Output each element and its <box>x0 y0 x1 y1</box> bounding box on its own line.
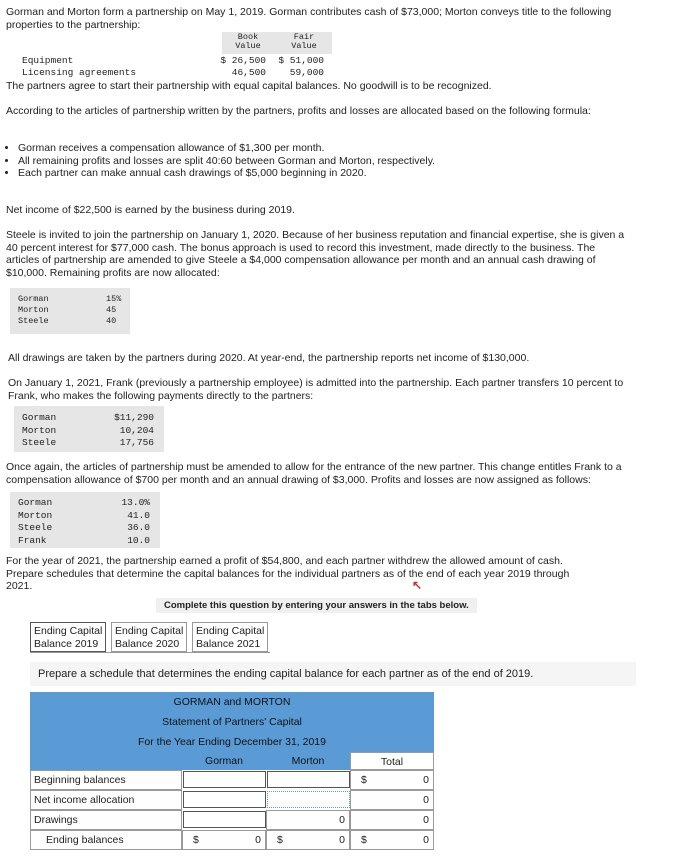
tab-label: Ending Capital <box>115 625 184 637</box>
partner-name: Steele <box>22 437 57 448</box>
column-header-gorman: Gorman <box>182 752 266 770</box>
tab-ending-capital-2020[interactable] <box>111 622 187 652</box>
steele-paragraph <box>6 229 674 279</box>
intro-line-1: Gorman and Morton form a partnership on May 1, 2019. Gorman contributes cash of $73,000; Morton conveys title to the following <box>6 6 612 18</box>
partner-name: Gorman <box>18 294 49 304</box>
column-header-blank <box>30 752 182 770</box>
property-fair-value: 59,000 <box>289 67 324 78</box>
frank-line: On January 1, 2021, Frank (previously a partnership employee) is admitted into the partnership. Each partner transfers 10 percent to <box>8 377 624 389</box>
frank-paragraph <box>8 377 674 402</box>
question-prompt: Prepare a schedule that determines the ending capital balance for each partner as of the end of 2019. <box>30 662 636 686</box>
steele-line: $10,000. Remaining profits are now allocated: <box>6 266 220 279</box>
total-ending-cell <box>350 830 434 850</box>
tab-label: Ending Capital <box>196 625 265 637</box>
year-2021-line: 2021. <box>6 580 33 592</box>
payment-amount: 10,204 <box>119 424 154 436</box>
partner-name: Steele <box>18 316 49 326</box>
payment-amount: 17,756 <box>119 437 154 448</box>
column-header-morton: Morton <box>266 752 350 770</box>
tab-label: Balance 2021 <box>196 637 261 650</box>
payments-names <box>22 412 56 450</box>
property-row-licensing <box>22 67 136 80</box>
partner-pct: 41.0 <box>127 509 150 521</box>
row-label-ending: Ending balances <box>30 830 182 850</box>
year-2021-line: For the year of 2021, the partnership earned a profit of $54,800, and each partner withdrew the allowed amount of cash. <box>6 555 563 567</box>
total-drawings-value: 0 <box>350 810 434 830</box>
steele-line: articles of partnership are amended to give Steele a $4,000 compensation allowance per month and an annual cash drawing of <box>6 254 596 266</box>
total-beginning-value: 0 <box>423 774 429 786</box>
partner-pct: 13.0% <box>121 497 150 508</box>
property-label: Licensing agreements <box>22 67 137 78</box>
row-label-drawings: Drawings <box>30 810 182 830</box>
total-beginning-cell <box>350 770 434 790</box>
book-value-header <box>228 32 268 52</box>
total-net-income-value: 0 <box>350 790 434 810</box>
fair-value-header <box>284 32 324 52</box>
tab-label: Balance 2020 <box>115 637 180 650</box>
instruction-banner: Complete this question by entering your answers in the tabs below. <box>156 598 477 613</box>
dollar-sign: $ <box>361 834 367 846</box>
payment-amount: $11,290 <box>114 412 154 423</box>
property-book-value: 46,500 <box>231 67 266 78</box>
fair-header-line2: Value <box>291 41 317 51</box>
fair-header-line1: Fair <box>293 32 315 41</box>
morton-ending-cell <box>266 830 350 850</box>
morton-drawings-value: 0 <box>266 810 350 830</box>
amend-line: compensation allowance of $700 per month and an annual drawing of $3,000. Profits and losses are now assigned as follows: <box>6 473 591 486</box>
alloc-2021-names <box>18 497 52 547</box>
partner-name: Steele <box>18 522 53 533</box>
partner-pct: 10.0 <box>127 534 150 546</box>
frank-line: Frank, who makes the following payments directly to the partners: <box>8 389 314 402</box>
steele-line: Steele is invited to join the partnership on January 1, 2020. Because of her business reputation and financial expertise, she is given a <box>6 229 625 241</box>
gorman-beginning-input[interactable] <box>183 771 266 788</box>
gorman-drawings-input[interactable] <box>183 811 266 828</box>
articles-intro-text: According to the articles of partnership written by the partners, profits and losses are allocated based on the following formula: <box>6 105 591 117</box>
total-ending-value: 0 <box>423 834 429 846</box>
intro-text <box>6 6 674 31</box>
partner-name: Morton <box>18 509 53 521</box>
partner-pct: 15% <box>106 294 122 304</box>
column-header-total: Total <box>350 752 434 770</box>
gorman-ending-cell <box>182 830 266 850</box>
property-row-equipment <box>22 55 73 68</box>
statement-period: For the Year Ending December 31, 2019 <box>30 732 434 752</box>
alloc-2020-names <box>18 294 49 327</box>
amend-paragraph <box>6 461 674 486</box>
partner-name: Morton <box>18 305 49 315</box>
morton-beginning-input[interactable] <box>267 771 350 788</box>
gorman-ending-value: 0 <box>255 834 261 846</box>
partner-pct: 45 <box>106 305 117 315</box>
year-2021-line: Prepare schedules that determine the capital balances for the individual partners as of the end of each year 2019 through <box>6 567 570 580</box>
allocation-bullets <box>0 142 600 180</box>
book-header-line2: Value <box>235 41 261 51</box>
morton-ending-value: 0 <box>339 834 345 846</box>
bullet-item: • All remaining profits and losses are split 40:60 between Gorman and Morton, respectively. <box>18 155 600 168</box>
year-2021-paragraph <box>6 555 674 593</box>
intro-line-2: properties to the partnership: <box>6 18 141 31</box>
tab-underline <box>30 652 270 653</box>
statement-title: GORMAN and MORTON <box>30 692 434 712</box>
alloc-2021-pcts <box>104 497 150 547</box>
tab-label: Balance 2019 <box>34 637 99 650</box>
property-fair-value: $ 51,000 <box>278 55 324 66</box>
steele-line: 40 percent interest for $77,000 cash. The bonus approach is used to record this investment, made directly to the business. The <box>6 241 596 254</box>
statement-subtitle: Statement of Partners' Capital <box>30 712 434 732</box>
dollar-sign: $ <box>193 834 199 846</box>
mouse-cursor-icon: ↖ <box>412 578 423 592</box>
net-income-2019-text: Net income of $22,500 is earned by the business during 2019. <box>6 204 295 216</box>
property-book-value: $ 26,500 <box>220 55 266 66</box>
partner-name: Morton <box>22 424 57 436</box>
row-label-net-income: Net income allocation <box>30 790 182 810</box>
alloc-2020-pcts <box>106 294 121 327</box>
dollar-sign: $ <box>361 774 367 786</box>
bullet-item: • Gorman receives a compensation allowance of $1,300 per month. <box>18 142 600 155</box>
equal-balances-text: The partners agree to start their partnership with equal capital balances. No goodwill is to be recognized. <box>6 80 492 92</box>
book-header-line1: Book <box>237 32 259 41</box>
drawings-2020-text: All drawings are taken by the partners during 2020. At year-end, the partnership reports net income of $130,000. <box>8 352 530 364</box>
partner-name: Gorman <box>22 412 57 423</box>
morton-net-income-input[interactable] <box>267 791 350 808</box>
gorman-net-income-input[interactable] <box>183 791 266 808</box>
dollar-sign: $ <box>277 834 283 846</box>
tab-label: Ending Capital <box>34 625 103 637</box>
row-label-beginning: Beginning balances <box>30 770 182 790</box>
amend-line: Once again, the articles of partnership must be amended to allow for the entrance of the new partner. This change entitles Frank to a <box>6 461 622 473</box>
tab-ending-capital-2021[interactable] <box>192 622 268 652</box>
tab-ending-capital-2019[interactable] <box>30 622 106 652</box>
partner-pct: 40 <box>106 316 117 326</box>
partner-name: Frank <box>18 534 47 546</box>
partner-name: Gorman <box>18 497 53 508</box>
partner-pct: 36.0 <box>127 522 150 533</box>
payments-amounts <box>96 412 154 450</box>
property-label: Equipment <box>22 55 74 66</box>
bullet-item: • Each partner can make annual cash drawings of $5,000 beginning in 2020. <box>18 167 600 180</box>
